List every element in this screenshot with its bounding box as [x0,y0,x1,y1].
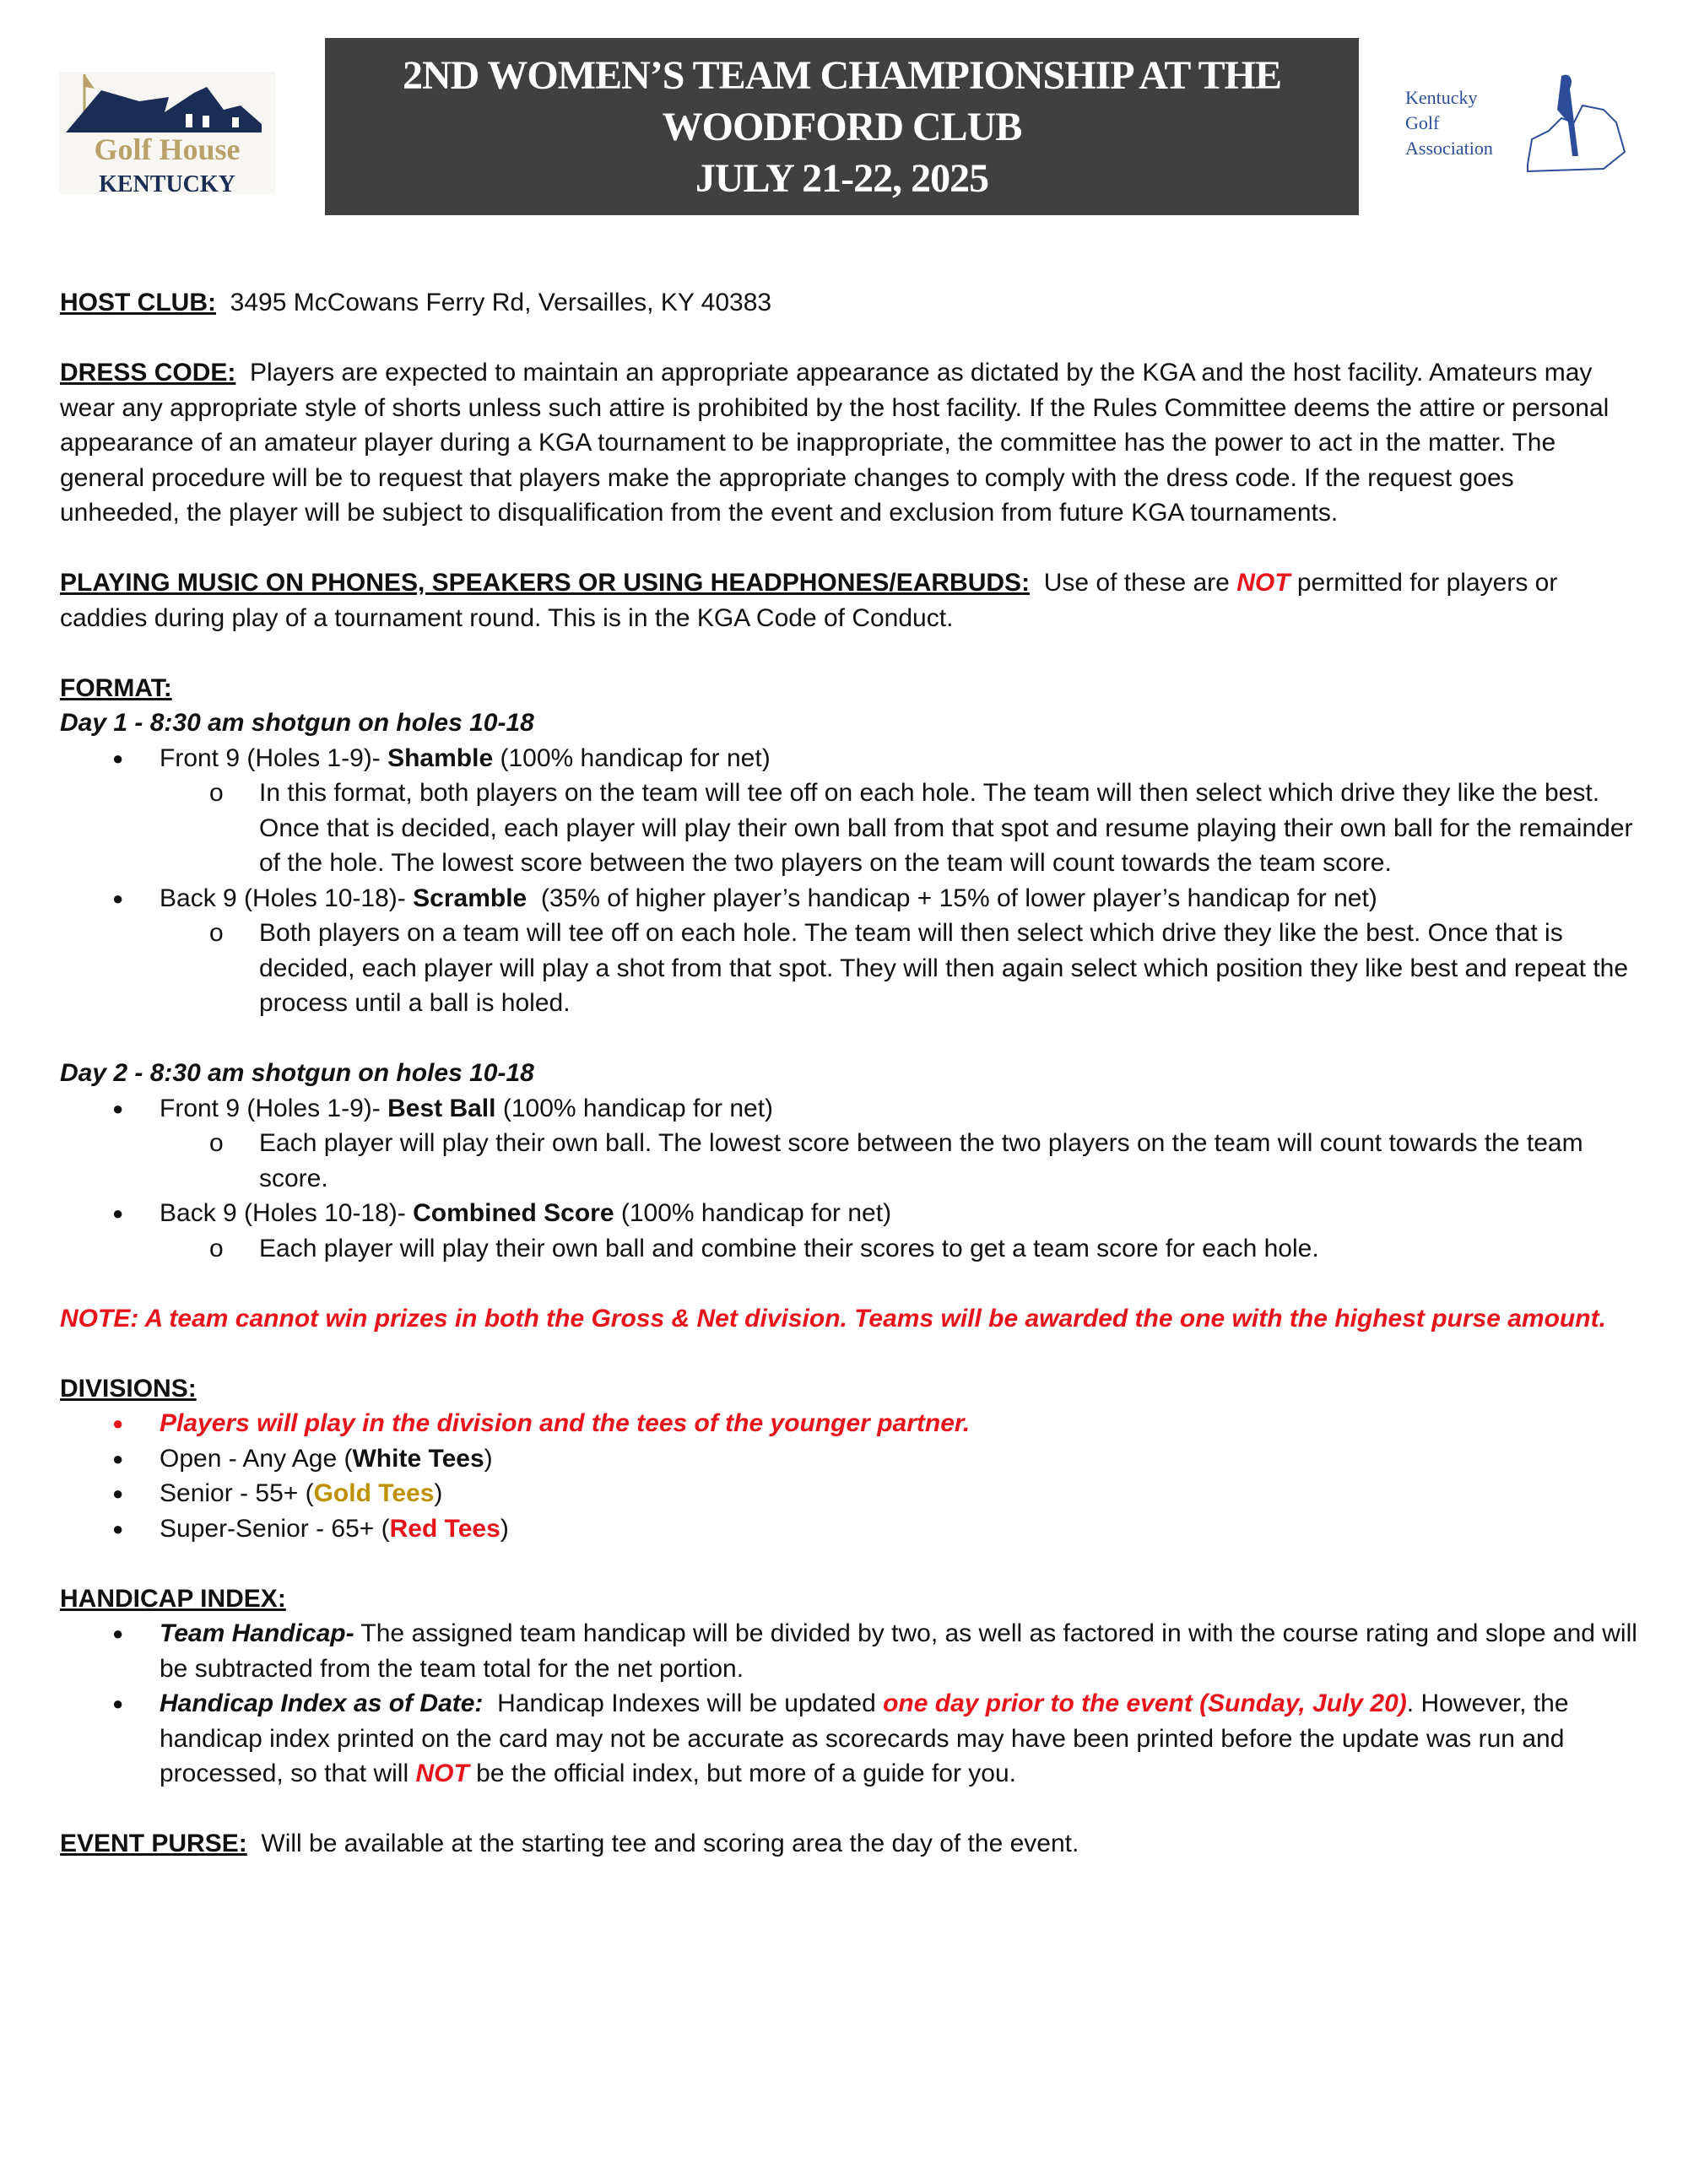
event-purse-section [60,1826,1638,1862]
day1-back-format: Scramble [413,884,528,912]
division-senior-label: Senior - 55+ ( [160,1479,314,1507]
day1-back-item [60,881,1638,916]
day1-front-desc: o In this format, both players on the team will tee off on each hole. The team will then select which drive they like the best. Once that is decided, each player will play their own ball from that spot and resume playing their own ball for the remainder of the hole. The lowest score between the two players on the team will count towards the team score. [60,776,1638,881]
day2-front-item [60,1091,1638,1127]
event-title-banner [325,38,1359,215]
division-senior [60,1476,1638,1511]
day2-front-desc: o Each player will play their own ball. The lowest score between the two players on the team will count towards the team score. [60,1126,1638,1196]
handicap-date-text-c: be the official index, but more of a guide for you. [476,1760,1016,1787]
division-rule: ● Players will play in the division and the tees of the younger partner. [60,1406,1638,1441]
day1-front-format: Shamble [387,743,494,772]
event-purse-label: EVENT PURSE: [60,1830,247,1857]
format-label: FORMAT: [60,673,172,702]
team-handicap-text: The assigned team handicap will be divided by two, as well as factored in with the course rating and slope and will be subtracted from the team total for the net portion. [160,1619,1637,1683]
day2-list [60,1091,1638,1267]
team-handicap-item [60,1616,1638,1686]
day2-front-format: Best Ball [387,1094,496,1122]
handicap-date-text-b: . However, the handicap index printed on the card may not be accurate as scorecards may have been printed before the update was run and processed, so that will [160,1689,1569,1787]
prize-note: NOTE: A team cannot win prizes in both the Gross & Net division. Teams will be awarded the one with the highest purse amount. [60,1304,1606,1333]
division-open [60,1441,1638,1477]
divisions-label: DIVISIONS: [60,1374,197,1403]
day1-list [60,741,1638,1021]
division-open-label: Open - Any Age ( [160,1444,353,1473]
day1-back-label: Back 9 (Holes 10-18)- [160,884,406,912]
day2-back-format: Combined Score [413,1199,614,1227]
svg-text:KENTUCKY: KENTUCKY [99,171,235,194]
music-text-a: Use of these are [1043,569,1230,597]
host-club-address: 3495 McCowans Ferry Rd, Versailles, KY 40383 [230,289,772,316]
kentucky-golf-association-logo [1401,63,1637,181]
handicap-list [60,1616,1638,1792]
division-super-senior-label: Super-Senior - 65+ ( [160,1514,390,1543]
host-club-label: HOST CLUB: [60,289,216,316]
music-text-b: permitted for players or caddies during play of a tournament round. This is in the KGA Code of Conduct. [60,569,1558,632]
day1-back-handicap: (35% of higher player’s handicap + 15% of lower player’s handicap for net) [540,884,1377,912]
day2-back-desc: o Each player will play their own ball and combine their scores to get a team score for each hole. [60,1231,1638,1267]
day1-front-handicap: (100% handicap for net) [500,743,771,772]
music-not: NOT [1236,569,1290,597]
day1-front-label: Front 9 (Holes 1-9)- [160,743,381,772]
day2-heading: Day 2 - 8:30 am shotgun on holes 10-18 [60,1059,534,1087]
dress-code-text: Players are expected to maintain an appropriate appearance as dictated by the KGA and the host facility. Amateurs may wear any appropriate style of shorts unless such attire is prohibited by the host facility. If the Rules Committee deems the attire or personal appearance of an amateur player during a KGA tournament to be inappropriate, the committee has the power to act in the matter. The general procedure will be to request that players make the appropriate changes to comply with the dress code. If the request goes unheeded, the player will be subject to disqualification from the event and exclusion from future KGA tournaments. [60,359,1610,527]
title-line-2: WOODFORD CLUB [662,105,1022,149]
day2-back-label: Back 9 (Holes 10-18)- [160,1199,406,1227]
svg-text:Kentucky: Kentucky [1405,87,1478,108]
svg-text:Golf: Golf [1405,112,1440,133]
handicap-not: NOT [415,1760,469,1787]
event-purse-text: Will be available at the starting tee and scoring area the day of the event. [261,1830,1079,1857]
day1-front-item [60,741,1638,776]
paren: ) [434,1479,443,1507]
music-section [60,565,1638,635]
day1-back-desc: o Both players on a team will tee off on each hole. The team will then select which drive they like the best. Once that is decided, each player will play a shot from that spot. They will then again select which position they like best and repeat the process until a ball is holed. [60,916,1638,1021]
handicap-date-item [60,1686,1638,1792]
handicap-section [60,1581,1638,1827]
host-club-section [60,285,1638,321]
day2-front-label: Front 9 (Holes 1-9)- [160,1094,381,1122]
day2-front-handicap: (100% handicap for net) [502,1094,774,1122]
divisions-section [60,1371,1638,1581]
music-label: PLAYING MUSIC ON PHONES, SPEAKERS OR USING HEADPHONES/EARBUDS: [60,569,1031,597]
red-tees: Red Tees [389,1514,500,1543]
divisions-list [60,1406,1638,1546]
dress-code-label: DRESS CODE: [60,359,236,387]
handicap-update-date: one day prior to the event (Sunday, July 20) [883,1689,1407,1717]
handicap-date-text-a: Handicap Indexes will be updated [497,1689,876,1717]
document-body [60,285,1638,1896]
day1-heading: Day 1 - 8:30 am shotgun on holes 10-18 [60,709,534,737]
svg-text:Golf House: Golf House [94,132,241,166]
gold-tees: Gold Tees [313,1479,435,1507]
paren: ) [500,1514,509,1543]
paren: ) [484,1444,493,1473]
title-line-3: JULY 21-22, 2025 [695,156,989,201]
handicap-date-label: Handicap Index as of Date: [160,1689,484,1717]
golf-house-kentucky-logo [59,72,275,194]
title-line-1: 2ND WOMEN’S TEAM CHAMPIONSHIP AT THE [402,53,1282,98]
white-tees: White Tees [352,1444,484,1473]
handicap-label: HANDICAP INDEX: [60,1584,286,1613]
format-section [60,671,1638,1301]
svg-text:Association: Association [1405,138,1493,159]
team-handicap-label: Team Handicap- [160,1619,354,1647]
day2-back-item [60,1196,1638,1231]
day2-back-handicap: (100% handicap for net) [620,1199,892,1227]
division-super-senior [60,1511,1638,1547]
dress-code-section [60,355,1638,531]
